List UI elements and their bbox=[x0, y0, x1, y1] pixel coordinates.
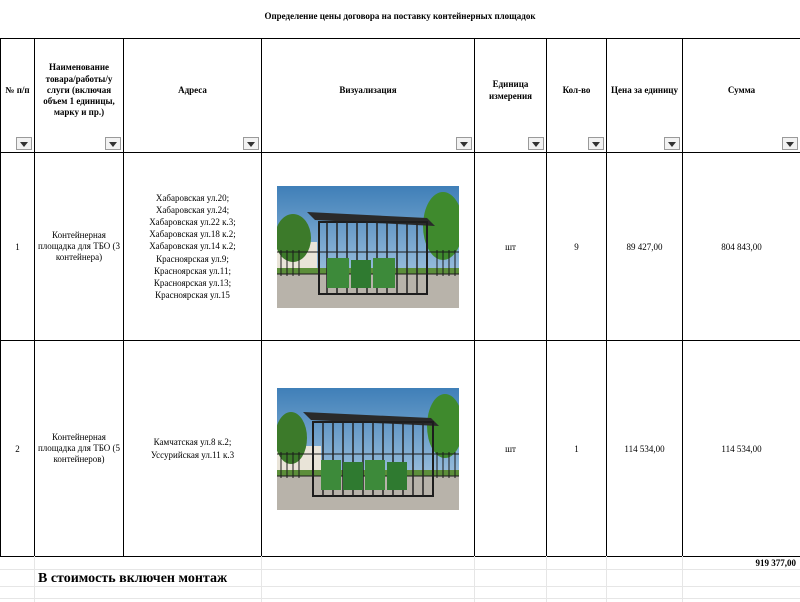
address-line: Хабаровская ул.22 к.3; bbox=[149, 217, 236, 228]
col-header-price: Цена за единицу bbox=[607, 39, 683, 153]
row-num: 2 bbox=[1, 341, 35, 557]
col-header-sum: Сумма bbox=[683, 39, 800, 153]
total-sum: 919 377,00 bbox=[755, 558, 796, 568]
dropdown-filter-icon[interactable] bbox=[456, 137, 472, 150]
col-header-address: Адреса bbox=[124, 39, 262, 153]
dropdown-filter-icon[interactable] bbox=[528, 137, 544, 150]
address-line: Хабаровская ул.18 к.2; bbox=[149, 229, 236, 240]
address-line: Хабаровская ул.20; bbox=[155, 192, 230, 203]
col-header-name: Наименование товара/работы/у слуги (включая объем 1 единицы, марку и пр.) bbox=[35, 39, 124, 153]
address-line: Красноярская ул.9; bbox=[156, 253, 229, 264]
grid-line bbox=[261, 556, 262, 602]
container-shelter-5-photo bbox=[277, 388, 459, 510]
row-unit: шт bbox=[475, 153, 547, 341]
grid-line bbox=[682, 556, 683, 602]
address-line: Камчатская ул.8 к.2; bbox=[153, 437, 232, 448]
address-line: Хабаровская ул.14 к.2; bbox=[149, 241, 236, 252]
row-visualization bbox=[262, 341, 475, 557]
row-addresses bbox=[124, 341, 262, 557]
grid-line bbox=[34, 556, 35, 602]
col-header-unit: Единица измерения bbox=[475, 39, 547, 153]
table-row bbox=[1, 341, 800, 557]
address-line: Уссурийская ул.11 к.3 bbox=[150, 449, 235, 460]
row-qty: 9 bbox=[547, 153, 607, 341]
grid-line bbox=[0, 569, 800, 570]
row-price: 114 534,00 bbox=[607, 341, 683, 557]
row-sum: 804 843,00 bbox=[683, 153, 800, 341]
address-line: Хабаровская ул.24; bbox=[155, 205, 230, 215]
row-sum: 114 534,00 bbox=[683, 341, 800, 557]
price-table bbox=[0, 38, 800, 557]
grid-line bbox=[474, 556, 475, 602]
dropdown-filter-icon[interactable] bbox=[105, 137, 121, 150]
row-qty: 1 bbox=[547, 341, 607, 557]
dropdown-filter-icon[interactable] bbox=[782, 137, 798, 150]
grid-line bbox=[606, 556, 607, 602]
row-addresses bbox=[124, 153, 262, 341]
address-line: Красноярская ул.11; bbox=[154, 265, 231, 276]
container-shelter-3-photo bbox=[277, 186, 459, 308]
dropdown-filter-icon[interactable] bbox=[16, 137, 32, 150]
dropdown-filter-icon[interactable] bbox=[243, 137, 259, 150]
row-name: Контейнерная площадка для ТБО (3 контейнера) bbox=[35, 153, 124, 341]
col-header-num: № п/п bbox=[1, 39, 35, 153]
installation-note: В стоимость включен монтаж bbox=[38, 571, 228, 586]
row-visualization bbox=[262, 153, 475, 341]
table-row bbox=[1, 153, 800, 341]
address-line: Красноярская ул.15 bbox=[155, 289, 230, 300]
address-line: Красноярская ул.13; bbox=[153, 277, 232, 288]
grid-line bbox=[546, 556, 547, 602]
row-name: Контейнерная площадка для ТБО (5 контейнеров) bbox=[35, 341, 124, 557]
dropdown-filter-icon[interactable] bbox=[588, 137, 604, 150]
row-unit: шт bbox=[475, 341, 547, 557]
col-header-qty: Кол-во bbox=[547, 39, 607, 153]
row-num: 1 bbox=[1, 153, 35, 341]
col-header-viz: Визуализация bbox=[262, 39, 475, 153]
dropdown-filter-icon[interactable] bbox=[664, 137, 680, 150]
grid-line bbox=[0, 598, 800, 599]
row-price: 89 427,00 bbox=[607, 153, 683, 341]
header-row bbox=[1, 39, 800, 153]
document-title: Определение цены договора на поставку контейнерных площадок bbox=[264, 11, 536, 21]
